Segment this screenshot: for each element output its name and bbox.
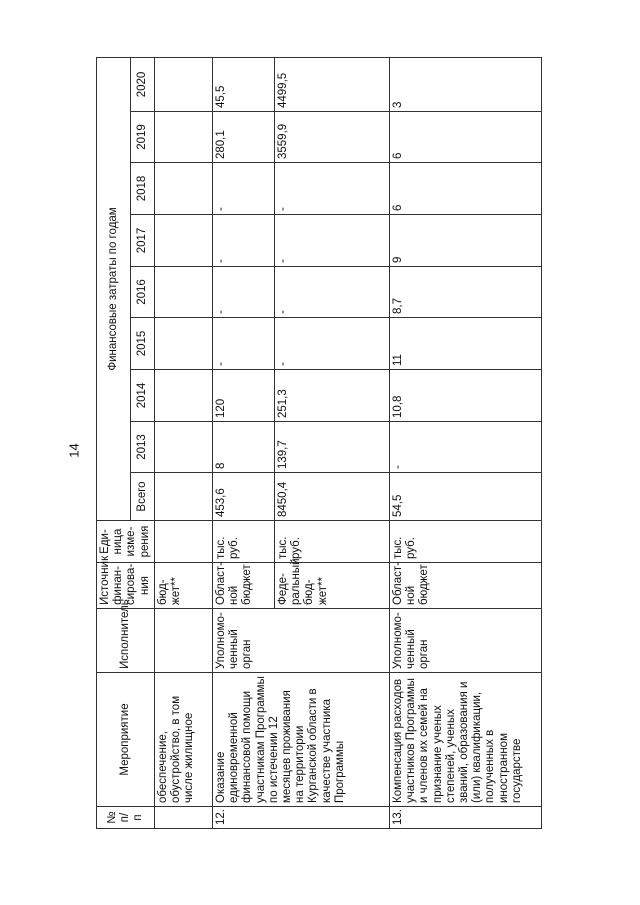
cell-source: Област-ной бюджет: [212, 563, 274, 609]
cell-source: Феде-ральный бюд-жет**: [274, 563, 389, 609]
header-no: № п/п: [97, 807, 155, 829]
header-unit: Еди-ница изме-рения: [97, 521, 155, 563]
cell-value: 10,8: [389, 370, 541, 422]
rotated-table-wrapper: [96, 58, 537, 829]
cell-value: -: [274, 318, 389, 370]
header-year: 2013: [131, 422, 155, 473]
header-year: 2015: [131, 318, 155, 370]
cell-value: 4499,5: [274, 57, 389, 111]
cell-value: -: [212, 163, 274, 215]
cell-no: 12.: [212, 807, 389, 829]
header-costs: Финансовые затраты по годам: [97, 57, 131, 520]
cell-value: 6: [389, 112, 541, 163]
cell-value: 8,7: [389, 267, 541, 318]
cell-total: 453,6: [212, 473, 274, 521]
cell-value: [154, 163, 212, 215]
cell-unit: [154, 521, 212, 563]
cell-unit: тыс. руб.: [212, 521, 274, 563]
cell-executor: Уполномо-ченный орган: [389, 609, 541, 673]
header-executor: Исполнитель: [97, 609, 155, 673]
cell-event: Компенсация расходов участников Программы и членов их семей на признание ученых степеней, ученых званий, образования и (или) квалификации, полученных в иностранном государстве: [389, 673, 541, 807]
cell-source: Област-ной бюджет: [389, 563, 541, 609]
cell-executor: Уполномо-ченный орган: [212, 609, 389, 673]
table-row: [154, 57, 212, 828]
cell-value: 8: [212, 422, 274, 473]
cell-no: [154, 807, 212, 829]
cell-value: -: [212, 318, 274, 370]
cell-value: 139,7: [274, 422, 389, 473]
financing-table: [96, 57, 542, 829]
header-event: Мероприятие: [97, 673, 155, 807]
cell-value: [154, 112, 212, 163]
cell-value: -: [274, 215, 389, 267]
cell-value: -: [212, 215, 274, 267]
header-year: 2016: [131, 267, 155, 318]
cell-value: -: [274, 163, 389, 215]
cell-value: -: [212, 267, 274, 318]
table-row: [389, 57, 541, 828]
cell-value: 280,1: [212, 112, 274, 163]
cell-value: [154, 370, 212, 422]
cell-value: -: [274, 267, 389, 318]
cell-value: [154, 267, 212, 318]
cell-value: [154, 57, 212, 111]
cell-value: 9: [389, 215, 541, 267]
cell-source: бюд-жет**: [154, 563, 212, 609]
cell-value: 11: [389, 318, 541, 370]
cell-event: обеспечение, обустройство, в том числе жилищное: [154, 673, 212, 807]
cell-value: -: [389, 422, 541, 473]
header-year: 2019: [131, 112, 155, 163]
table-row: [212, 57, 274, 828]
cell-value: 251,3: [274, 370, 389, 422]
page-number: 14: [66, 443, 82, 458]
header-year: 2018: [131, 163, 155, 215]
cell-no: 13.: [389, 807, 541, 829]
cell-event: Оказание единовременной финансовой помощи участникам Программы по истечении 12 месяцев проживания на территории Курганской области в качестве участника Программы: [212, 673, 389, 807]
cell-value: 6: [389, 163, 541, 215]
cell-total: 8450,4: [274, 473, 389, 521]
header-year: 2020: [131, 57, 155, 111]
cell-total: 54,5: [389, 473, 541, 521]
cell-unit: тыс. руб.: [389, 521, 541, 563]
cell-value: 45,5: [212, 57, 274, 111]
cell-value: 120: [212, 370, 274, 422]
cell-value: [154, 422, 212, 473]
header-year: 2017: [131, 215, 155, 267]
header-total: Всего: [131, 473, 155, 521]
cell-value: 3: [389, 57, 541, 111]
cell-value: [154, 215, 212, 267]
cell-executor: [154, 609, 212, 673]
cell-value: 3559,9: [274, 112, 389, 163]
cell-total: [154, 473, 212, 521]
header-source: Источник финан-сирова-ния: [97, 563, 155, 609]
cell-unit: тыс. руб.: [274, 521, 389, 563]
cell-value: [154, 318, 212, 370]
header-year: 2014: [131, 370, 155, 422]
